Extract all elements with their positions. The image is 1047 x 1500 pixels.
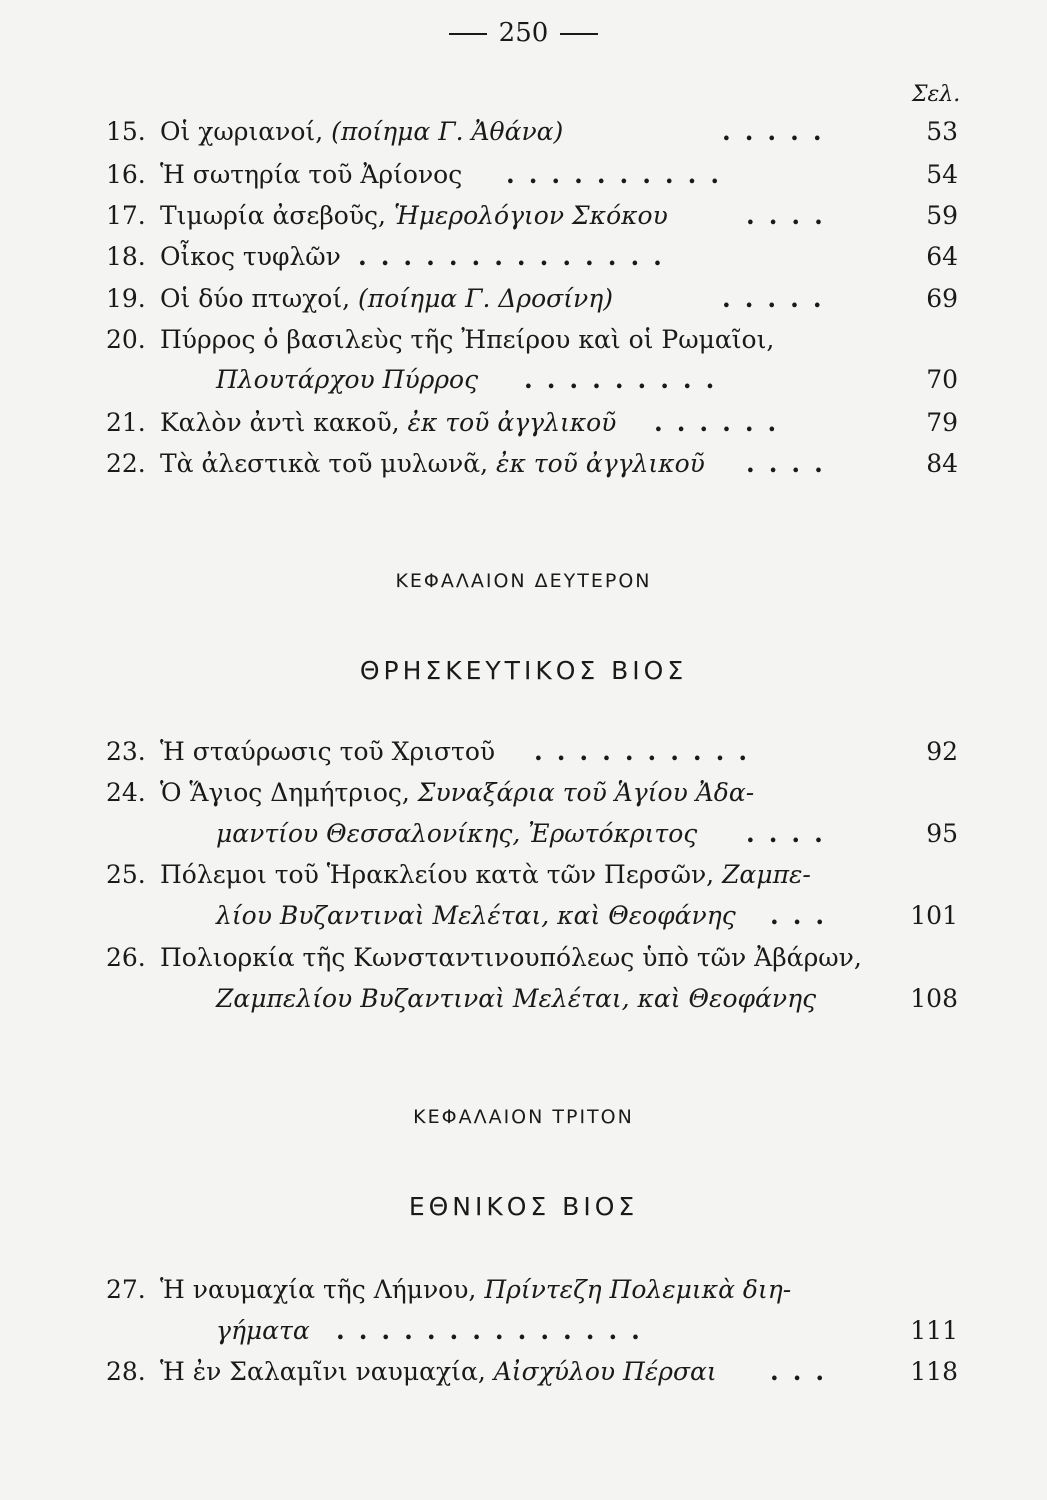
leader-dots: ..... xyxy=(722,117,836,146)
toc-entry[interactable] xyxy=(106,773,966,813)
entry-page: 54 xyxy=(926,160,958,189)
leader-dots: ... xyxy=(770,901,839,930)
leader-dots: .... xyxy=(746,819,837,848)
entry-number: 23. xyxy=(106,737,146,766)
entry-text xyxy=(160,444,705,484)
entry-source: ἐκ τοῦ ἀγγλικοῦ xyxy=(496,449,705,478)
entry-source: Πλουτάρχου Πύρρος xyxy=(216,365,479,394)
toc-entry[interactable] xyxy=(106,855,966,895)
toc-entry[interactable] xyxy=(106,732,966,772)
chapter-heading: ΚΕΦΑΛΑΙΟΝ ΔΕΥΤΕΡΟΝ xyxy=(395,570,652,592)
entry-number: 16. xyxy=(106,160,146,189)
entry-page: 111 xyxy=(910,1316,958,1345)
entry-page: 95 xyxy=(926,819,958,848)
entry-page: 79 xyxy=(926,408,958,437)
entry-page: 70 xyxy=(926,365,958,394)
entry-text xyxy=(160,773,754,813)
page-number-value: 250 xyxy=(498,18,549,48)
entry-title: Οἱ χωριανοί, xyxy=(160,117,324,146)
entry-source: Αἰσχύλου Πέρσαι xyxy=(493,1357,717,1386)
entry-source: Ζαμπελίου Βυζαντιναὶ Μελέται, καὶ Θεοφάνης xyxy=(216,984,817,1013)
page-number-left-dash xyxy=(449,33,487,35)
toc-entry[interactable] xyxy=(106,403,966,443)
entry-number: 15. xyxy=(106,117,146,146)
entry-text xyxy=(160,1352,717,1392)
page-column-header: Σελ. xyxy=(912,82,961,107)
toc-entry[interactable] xyxy=(106,1352,966,1392)
entry-source: Ζαμπε- xyxy=(722,860,811,889)
entry-source-continued: λίου Βυζαντιναὶ Μελέται, καὶ Θεοφάνης xyxy=(216,901,736,930)
entry-title: Ἡ σωτηρία τοῦ Ἀρίονος xyxy=(160,160,463,189)
entry-title: Ἡ ναυμαχία τῆς Λήμνου, xyxy=(160,1275,477,1304)
toc-entry-continuation[interactable] xyxy=(106,979,966,1019)
toc-entry[interactable] xyxy=(106,279,966,319)
leader-dots: ..... xyxy=(722,284,836,313)
toc-entry[interactable] xyxy=(106,237,966,277)
entry-page: 101 xyxy=(910,901,958,930)
page-number xyxy=(0,18,1047,48)
entry-number: 19. xyxy=(106,284,146,313)
toc-entry-continuation[interactable] xyxy=(106,1311,966,1351)
leader-dots: .......... xyxy=(506,160,734,189)
entry-title: Πύρρος ὁ βασιλεὺς τῆς Ἠπείρου καὶ οἱ Ρωμαῖοι, xyxy=(160,325,775,354)
entry-page: 53 xyxy=(926,117,958,146)
entry-source: (ποίημα Γ. Ἀθάνα) xyxy=(331,117,564,146)
leader-dots: .............. xyxy=(358,242,676,271)
entry-page: 92 xyxy=(926,737,958,766)
entry-number: 28. xyxy=(106,1357,146,1386)
toc-entry[interactable] xyxy=(106,112,966,152)
entry-page: 108 xyxy=(910,984,958,1013)
toc-entry[interactable] xyxy=(106,320,966,360)
entry-number: 20. xyxy=(106,325,146,354)
entry-title: Καλὸν ἀντὶ κακοῦ, xyxy=(160,408,400,437)
toc-entry[interactable] xyxy=(106,444,966,484)
entry-title: Οἶκος τυφλῶν xyxy=(160,242,341,271)
entry-page: 59 xyxy=(926,201,958,230)
entry-text xyxy=(160,1270,791,1310)
toc-entry[interactable] xyxy=(106,938,966,978)
entry-number: 18. xyxy=(106,242,146,271)
entry-source: ἐκ τοῦ ἀγγλικοῦ xyxy=(407,408,617,437)
toc-entry-continuation[interactable] xyxy=(106,360,966,400)
entry-source: Συναξάρια τοῦ Ἁγίου Ἀδα- xyxy=(417,778,755,807)
entry-source: Πρίντεζη Πολεμικὰ διη- xyxy=(484,1275,792,1304)
leader-dots: .............. xyxy=(336,1316,654,1345)
entry-title: Τὰ ἀλεστικὰ τοῦ μυλωνᾶ, xyxy=(160,449,489,478)
entry-title: Ἡ σταύρωσις τοῦ Χριστοῦ xyxy=(160,737,496,766)
entry-source: Ἡμερολόγιον Σκόκου xyxy=(393,201,668,230)
entry-title: Οἱ δύο πτωχοί, xyxy=(160,284,351,313)
entry-text xyxy=(160,279,613,319)
toc-entry-continuation[interactable] xyxy=(106,814,966,854)
section-title: ΕΘΝΙΚΟΣ ΒΙΟΣ xyxy=(408,1192,639,1221)
entry-number: 17. xyxy=(106,201,146,230)
entry-text xyxy=(160,196,668,236)
entry-text xyxy=(160,403,616,443)
entry-title: Ἡ ἐν Σαλαμῖνι ναυμαχία, xyxy=(160,1357,486,1386)
entry-number: 25. xyxy=(106,860,146,889)
page-number-right-dash xyxy=(560,33,598,35)
entry-source-continued: μαντίου Θεσσαλονίκης, Ἐρωτόκριτος xyxy=(216,819,698,848)
entry-source: (ποίημα Γ. Δροσίνη) xyxy=(358,284,613,313)
entry-title: Πόλεμοι τοῦ Ἡρακλείου κατὰ τῶν Περσῶν, xyxy=(160,860,715,889)
entry-number: 22. xyxy=(106,449,146,478)
entry-page: 84 xyxy=(926,449,958,478)
entry-page: 118 xyxy=(910,1357,958,1386)
entry-number: 26. xyxy=(106,943,146,972)
entry-number: 27. xyxy=(106,1275,146,1304)
leader-dots: .......... xyxy=(534,737,762,766)
entry-title: Τιμωρία ἀσεβοῦς, xyxy=(160,201,386,230)
entry-title: Πολιορκία τῆς Κωνσταντινουπόλεως ὑπὸ τῶν Ἀβάρων, xyxy=(160,943,862,972)
toc-entry[interactable] xyxy=(106,1270,966,1310)
leader-dots: ...... xyxy=(654,408,791,437)
leader-dots: .... xyxy=(746,449,837,478)
entry-text xyxy=(160,855,811,895)
entry-page: 64 xyxy=(926,242,958,271)
toc-entry[interactable] xyxy=(106,196,966,236)
leader-dots: ......... xyxy=(524,365,729,394)
leader-dots: .... xyxy=(746,201,837,230)
chapter-heading: ΚΕΦΑΛΑΙΟΝ ΤΡΙΤΟΝ xyxy=(413,1106,634,1128)
toc-entry[interactable] xyxy=(106,155,966,195)
entry-number: 24. xyxy=(106,778,146,807)
entry-text xyxy=(160,112,563,152)
toc-entry-continuation[interactable] xyxy=(106,896,966,936)
entry-title: Ὁ Ἅγιος Δημήτριος, xyxy=(160,778,410,807)
entry-page: 69 xyxy=(926,284,958,313)
section-title: ΘΡΗΣΚΕΥΤΙΚΟΣ ΒΙΟΣ xyxy=(359,656,688,685)
entry-number: 21. xyxy=(106,408,146,437)
entry-source-continued: γήματα xyxy=(216,1316,310,1345)
leader-dots: ... xyxy=(770,1357,839,1386)
